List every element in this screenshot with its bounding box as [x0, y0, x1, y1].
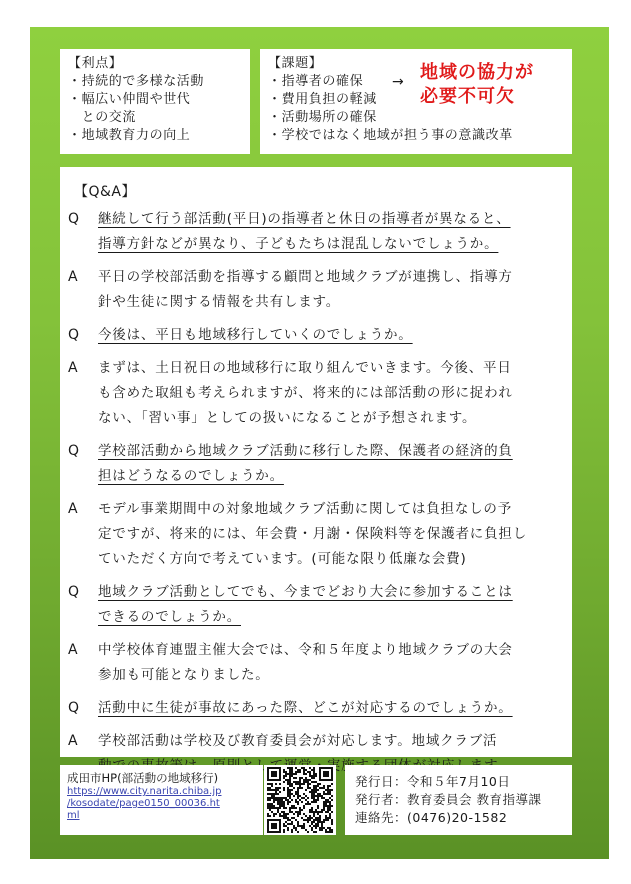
- answer-marker: A: [68, 269, 78, 285]
- answer-row: [60, 638, 572, 688]
- answer-text: モデル事業期間中の対象地域クラブ活動に関しては負担なしの予 定ですが、将来的には、年会費・月謝・保険料等を保護者に負担し ていただく方向で考えています。(可能な限り低廉な会費): [98, 501, 527, 567]
- homepage-link[interactable]: https://www.city.narita.chiba.jp /kosodate/page0150_00036.ht ml: [67, 786, 222, 821]
- answer-row: [60, 265, 572, 315]
- answer-text: 中学校体育連盟主催大会では、令和５年度より地域クラブの大会 参加も可能となりました。: [98, 642, 513, 683]
- question-text: 地域クラブ活動としてでも、今までどおり大会に参加することは できるのでしょうか。: [98, 584, 513, 625]
- qa-heading: 【Q&A】: [74, 184, 137, 200]
- question-marker: Q: [68, 584, 80, 600]
- question-marker: Q: [68, 700, 80, 716]
- homepage-title: 成田市HP(部活動の地域移行): [67, 771, 219, 785]
- question-row: [60, 439, 572, 489]
- question-row: [60, 696, 572, 721]
- question-marker: Q: [68, 211, 80, 227]
- answer-row: [60, 356, 572, 431]
- question-text: 今後は、平日も地域移行していくのでしょうか。: [98, 327, 413, 343]
- answer-marker: A: [68, 501, 78, 517]
- qa-list: [60, 207, 572, 787]
- question-marker: Q: [68, 443, 80, 459]
- issues-body: ・指導者の確保 ・費用負担の軽減 ・活動場所の確保 ・学校ではなく地域が担う事の意識改革: [268, 74, 513, 143]
- question-row: [60, 580, 572, 630]
- issues-heading: 【課題】: [268, 56, 323, 71]
- question-marker: Q: [68, 327, 80, 343]
- issues-conclusion: 地域の協力が 必要不可欠: [420, 62, 534, 107]
- answer-row: [60, 497, 572, 572]
- question-text: 学校部活動から地域クラブ活動に移行した際、保護者の経済的負 担はどうなるのでしょうか。: [98, 443, 513, 484]
- question-text: 活動中に生徒が事故にあった際、どこが対応するのでしょうか。: [98, 700, 513, 716]
- answer-text: まずは、土日祝日の地域移行に取り組んでいきます。今後、平日 も含めた取組も考えられますが、将来的には部活動の形に捉われ ない、「習い事」としての扱いになることが予想されます。: [98, 360, 513, 426]
- qr-code-box: [264, 765, 336, 835]
- answer-text: 平日の学校部活動を指導する顧問と地域クラブが連携し、指導方 針や生徒に関する情報を共有します。: [98, 269, 513, 310]
- answer-text: 学校部活動は学校及び教育委員会が対応します。地域クラブ活: [98, 733, 498, 749]
- question-row: [60, 323, 572, 348]
- merits-body: ・持続的で多様な活動 ・幅広い仲間や世代 との交流 ・地域教育力の向上: [68, 74, 205, 143]
- question-row: [60, 207, 572, 257]
- qa-section: [60, 167, 572, 757]
- merits-box: [60, 49, 250, 154]
- arrow-icon: →: [392, 74, 404, 90]
- publication-details: 発行日：令和５年7月10日 発行者：教育委員会 教育指導課 連絡先：(0476)20-1582: [355, 774, 542, 825]
- qr-code-icon[interactable]: [267, 767, 333, 833]
- publication-box: [345, 765, 572, 835]
- question-text: 継続して行う部活動(平日)の指導者と休日の指導者が異なると、 指導方針などが異なり、子どもたちは混乱しないでしょうか。: [98, 211, 511, 252]
- answer-marker: A: [68, 642, 78, 658]
- merits-heading: 【利点】: [68, 56, 123, 71]
- issues-box: [260, 49, 572, 154]
- answer-marker: A: [68, 360, 78, 376]
- merits-list: [68, 55, 204, 145]
- homepage-box: [60, 765, 263, 835]
- answer-marker: A: [68, 733, 78, 749]
